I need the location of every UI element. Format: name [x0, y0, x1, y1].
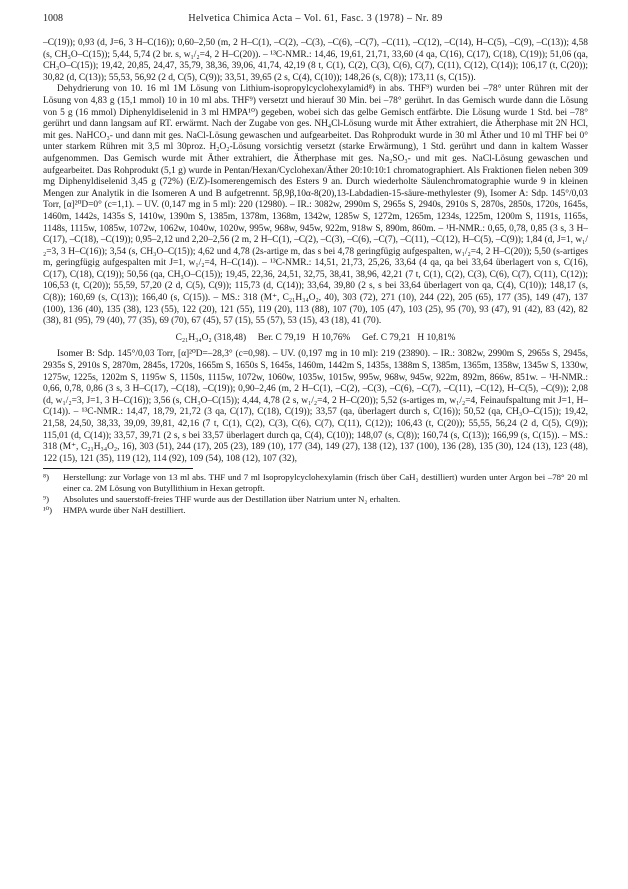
footnote-mark: ⁸): [43, 472, 49, 483]
footnote-rule: [43, 468, 193, 469]
paragraph-dehydrogenation: Dehydrierung von 10. 16 ml 1M Lösung von Lithium-isopropylcyclohexylamid⁸) in abs. THF⁹) wurden bei –78° unter Rühren mit der Lösung von 4,83 g (15,1 mmol) 10 in 10 ml abs. THF⁹) versetzt und hierauf 30 Min. bei –78° gerührt. In das Gemisch wurde dann die Lösung von 5 g (16 mmol) Diphenyldiselenid in 3 ml HMPA¹⁰) gegeben, wobei sich das gelbe Gemisch entfärbte. Die Lösung wurde 1 Std. bei –78° gerührt und dann langsam auf RT. erwärmt. Nach der Zugabe von ges. NH₄Cl-Lösung wurde mit Äther extrahiert, die Ätherphase mit 2N HCl, mit ges. NaHCO₃- und dann mit ges. NaCl-Lösung gewaschen und aufgearbeitet. Das Rohprodukt wurde in 30 ml Äther und 10 ml THF bei 0° unter starkem Rühren mit 3,5 ml 30proz. H₂O₂-Lösung vorsichtig versetzt (starke Erwärmung), 1 Std. gerührt und dann in kaltem Wasser aufgenommen. Das Gemisch wurde mit Äther extrahiert, die Ätherphase mit ges. Na₂SO₃- und mit ges. NaCl-Lösung gewaschen und aufgearbeitet. Das Rohprodukt (5,1 g) wurde in Pentan/Hexan/Cyclohexan/Äther 20:10:10:1 chromatographiert. Als Fraktionen fielen neben 309 mg Diphenyldiselenid 3,45 g (72%) (E/Z)-Isomerengemisch des Esters 9 an. Durch wiederholte Säulenchromatographie wurde 9 in kleinen Mengen zur Analytik in die Isomeren A und B aufgetrennt. 5β,9β,10α-8(20),13-Labdadien-15-säure-methylester (9), Isomer A: Sdp. 145°/0,03 Torr, [α]²⁰D=0° (c=1,1). – UV. (0,147 mg in 5 ml): 220 (12980). – IR.: 3082w, 2990m S, 2965s S, 2940s, 2910s S, 2870s, 2850s, 1720s, 1645s, 1460m, 1442s, 1435s S, 1410w, 1390m S, 1385m, 1378m, 1368m, 1342w, 1285w S, 1272m, 1265m, 1234s, 1225m, 1200m S, 1191s, 1165s, 1148s, 1115w, 1085w, 1072w, 1062w, 1040w, 1020w, 995w, 968w, 945w, 922m, 918w S, 890m, 860m. – ¹H-NMR.: 0,65, 0,78, 0,85 (3 s, 3 H–C(17), –C(18), –C(19)); 0,95–2,12 und 2,20–2,56 (2 m, 2 H–C(1), –C(2), –C(3), –C(6), –C(7), –C(11), –C(12), H–C(5), –C(9)); 1,84 (d, J=1, w₁/₂=3, 3 H–C(16)); 3,54 (s, CH₃O–C(15)); 4,62 und 4,78 (2s-artige m, das s bei 4,78 geringfügig aufgespalten, w₁/₂=4, 2 H–C(20)); 5,50 (s-artiges m, geringfügig aufgespalten mit J=1, w₁/₂=4, H–C(14)). – ¹³C-NMR.: 14,51, 21,73, 25,26, 33,64 (4 qa, qa bei 33,64 überlagert von s, C(16), C(17), C(18), C(19)); 50,56 (qa, CH₃O–C(15)); 19,45, 22,36, 24,51, 32,75, 38,41, 38,96, 42,21 (7 t, C(1), C(2), C(3), C(6), C(7), C(11), C(12)); 106,53 (t, C(20)); 55,59, 57,20 (2 d, C(5), C(9)); 115,73 (d, C(14)); 33,64, 39,80 (2 s, s bei 33,64 überlagert von qa, C(4), C(10)); 148,17 (s, C(8)); 160,69 (s, C(13)); 166,40 (s, C(15)). – MS.: 318 (M⁺, C₂₁H₃₄O₂, 40), 303 (72), 271 (10), 244 (22), 205 (65), 177 (35), 149 (47), 137 (100), 136 (40), 135 (38), 123 (55), 122 (20), 121 (55), 119 (20), 113 (88), 107 (70), 105 (47), 103 (25), 95 (70), 93 (47), 91 (42), 83 (42), 82 (38), 81 (95), 79 (40), 77 (35), 69 (70), 67 (45), 57 (15), 55 (57), 53 (15), 43 (18), 41 (70).: [43, 84, 588, 327]
running-header: [43, 13, 588, 27]
footnote-text: Herstellung: zur Vorlage von 13 ml abs. THF und 7 ml Isopropylcyclohexylamin (frisch über CaH₂ destilliert) wurden unter Argon bei –78° 20 ml einer ca. 2M Lösung von Butyllithium in Hexan getropft.: [63, 472, 588, 494]
footnote-10: [43, 505, 588, 516]
page-number: 1008: [43, 13, 63, 24]
elemental-analysis: C₂₁H₃₄O₂ (318,48) Ber. C 79,19 H 10,76% Gef. C 79,21 H 10,81%: [175, 332, 456, 343]
article-body: [43, 38, 588, 516]
footnote-mark: ⁹): [43, 493, 49, 504]
footnote-text: Absolutes und sauerstoff-freies THF wurde aus der Destillation über Natrium unter N₂ erhalten.: [63, 493, 401, 504]
footnote-mark: ¹⁰): [43, 504, 53, 515]
footnote-9: [43, 494, 588, 505]
footnote-text: HMPA wurde über NaH destilliert.: [63, 504, 186, 515]
journal-title: Helvetica Chimica Acta – Vol. 61, Fasc. 3 (1978) – Nr. 89: [188, 13, 443, 24]
footnote-8: [43, 472, 588, 494]
paragraph-isomer-b: Isomer B: Sdp. 145°/0,03 Torr, [α]²⁰D=–28,3° (c=0,98). – UV. (0,197 mg in 10 ml): 219 (23890). – IR.: 3082w, 2990m S, 2965s S, 2945s, 2935s S, 2910s S, 2870m, 2845s, 1720s, 1665m S, 1650s S, 1645s, 1460m, 1442m S, 1435s, 1388m S, 1385m, 1365m, 1358w, 1345w S, 1330w, 1275w, 1225s, 1202m S, 1195w S, 1150s, 1115w, 1072w, 1060w, 1035w, 1015w, 995w, 968w, 945w, 922m, 892m, 866w, 851w. – ¹H-NMR.: 0,66, 0,78, 0,86 (3 s, 3 H–C(17), –C(18), –C(19)); 0,90–2,46 (m, 2 H–C(1), –C(2), –C(3), –C(6), –C(7), –C(11), –C(12), H–C(5), –C(9)); 2,08 (d, w₁/₂=3, J=1, 3 H–C(16)); 3,56 (s, CH₃O–C(15)); 4,44, 4,78 (2 s, w₁/₂=4, 2 H–C(20)); 5,52 (s-artiges m, w₁/₂=4, Feinaufspaltung mit J=1, H–C(14)). – ¹³C-NMR.: 14,47, 18,79, 21,72 (3 qa, C(17), C(18), C(19)); 33,57 (qa, überlagert durch s, C(16)); 50,52 (qa, CH₃O–C(15)); 19,42, 21,58, 24,50, 38,33, 39,09, 39,81, 42,16 (7 t, C(1), C(2), C(3), C(6), C(7), C(11), C(12)); 106,43 (t, C(20)); 55,55, 56,24 (2 d, C(5), C(9)); 115,01 (d, C(14)); 33,57, 39,71 (2 s, s bei 33,57 überlagert durch qa, C(4), C(10)); 148,07 (s, C(8)); 160,74 (s, C(13)); 166,99 (s, C(15)). – MS.: 318 (M⁺, C₂₁H₃₄O₂, 16), 303 (51), 244 (17), 205 (23), 189 (10), 177 (34), 149 (27), 138 (12), 137 (100), 136 (28), 135 (30), 124 (13), 123 (48), 122 (15), 121 (35), 119 (12), 114 (92), 109 (54), 108 (12), 107 (32),: [43, 349, 588, 464]
paragraph-nmr-continuation: –C(19)); 0,93 (d, J=6, 3 H–C(16)); 0,60–2,50 (m, 2 H–C(1), –C(2), –C(3), –C(6), –C(7), –C(11), –C(12), –C(14), H–C(5), –C(9), –C(13)); 4,58 (s, CH₃O–C(15)); 5,44, 5,74 (2 br. s, w₁/₂=4, 2 H–C(20)). – ¹³C-NMR.: 14,46, 19,61, 21,71, 33,60 (4 qa, C(16), C(17), C(18), C(19)); 51,06 (qa, CH₃O–C(15)); 19,42, 20,85, 24,47, 35,79, 38,36, 39,06, 41,74, 42,19 (8 t, C(1), C(2), C(3), C(6), C(7), C(11), C(12), C(14)); 106,17 (t, C(20)); 30,82 (d, C(13)); 55,53, 56,92 (2 d, C(5), C(9)); 33,51, 39,65 (2 s, C(4), C(10)); 148,26 (s, C(8)); 173,11 (s, C(15)).: [43, 38, 588, 83]
